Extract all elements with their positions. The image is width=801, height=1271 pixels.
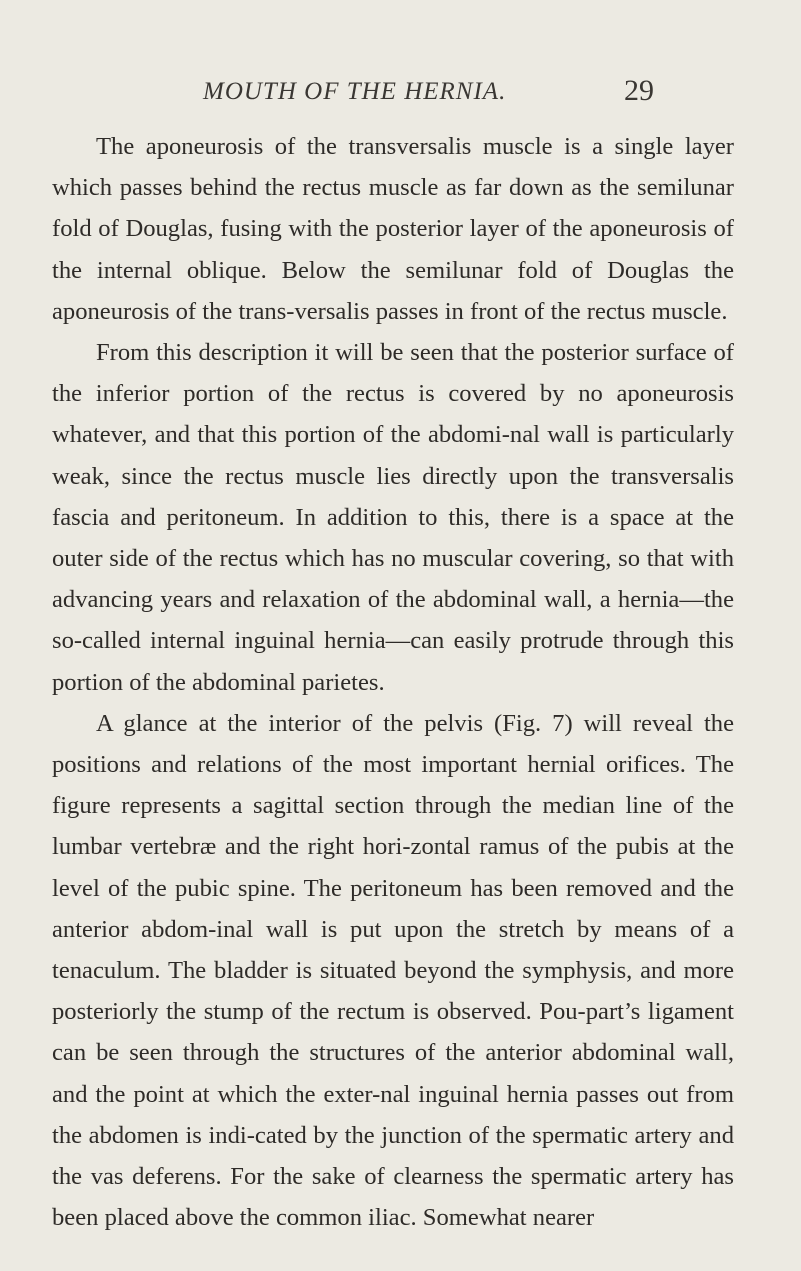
body-text bbox=[52, 126, 734, 1238]
running-head bbox=[0, 74, 801, 118]
running-title: MOUTH OF THE HERNIA. bbox=[203, 78, 507, 105]
page-number: 29 bbox=[624, 74, 654, 107]
paragraph-3: A glance at the interior of the pelvis (Fig. 7) will reveal the positions and relations of the most important hernial orifices. The figure represents a sagittal section through the median line of the lumbar vertebræ and the right hori-zontal ramus of the pubis at the level of the pubic spine. The peritoneum has been removed and the anterior abdom-inal wall is put upon the stretch by means of a tenaculum. The bladder is situated beyond the symphysis, and more posteriorly the stump of the rectum is observed. Pou-part’s ligament can be seen through the structures of the anterior abdominal wall, and the point at which the exter-nal inguinal hernia passes out from the abdomen is indi-cated by the junction of the spermatic artery and the vas deferens. For the sake of clearness the spermatic artery has been placed above the common iliac. Somewhat nearer bbox=[52, 709, 734, 1232]
paragraph-1: The aponeurosis of the transversalis muscle is a single layer which passes behind the rectus muscle as far down as the semilunar fold of Douglas, fusing with the posterior layer of the aponeurosis of the internal oblique. Below the semilunar fold of Douglas the aponeurosis of the trans-versalis passes in front of the rectus muscle. bbox=[52, 133, 734, 325]
paragraph-2: From this description it will be seen that the posterior surface of the inferior portion of the rectus is covered by no aponeurosis whatever, and that this portion of the abdomi-nal wall is particularly weak, since the rectus muscle lies directly upon the transversalis fascia and peritoneum. In addition to this, there is a space at the outer side of the rectus which has no muscular covering, so that with advancing years and relaxation of the abdominal wall, a hernia—the so-called internal inguinal hernia—can easily protrude through this portion of the abdominal parietes. bbox=[52, 339, 734, 696]
